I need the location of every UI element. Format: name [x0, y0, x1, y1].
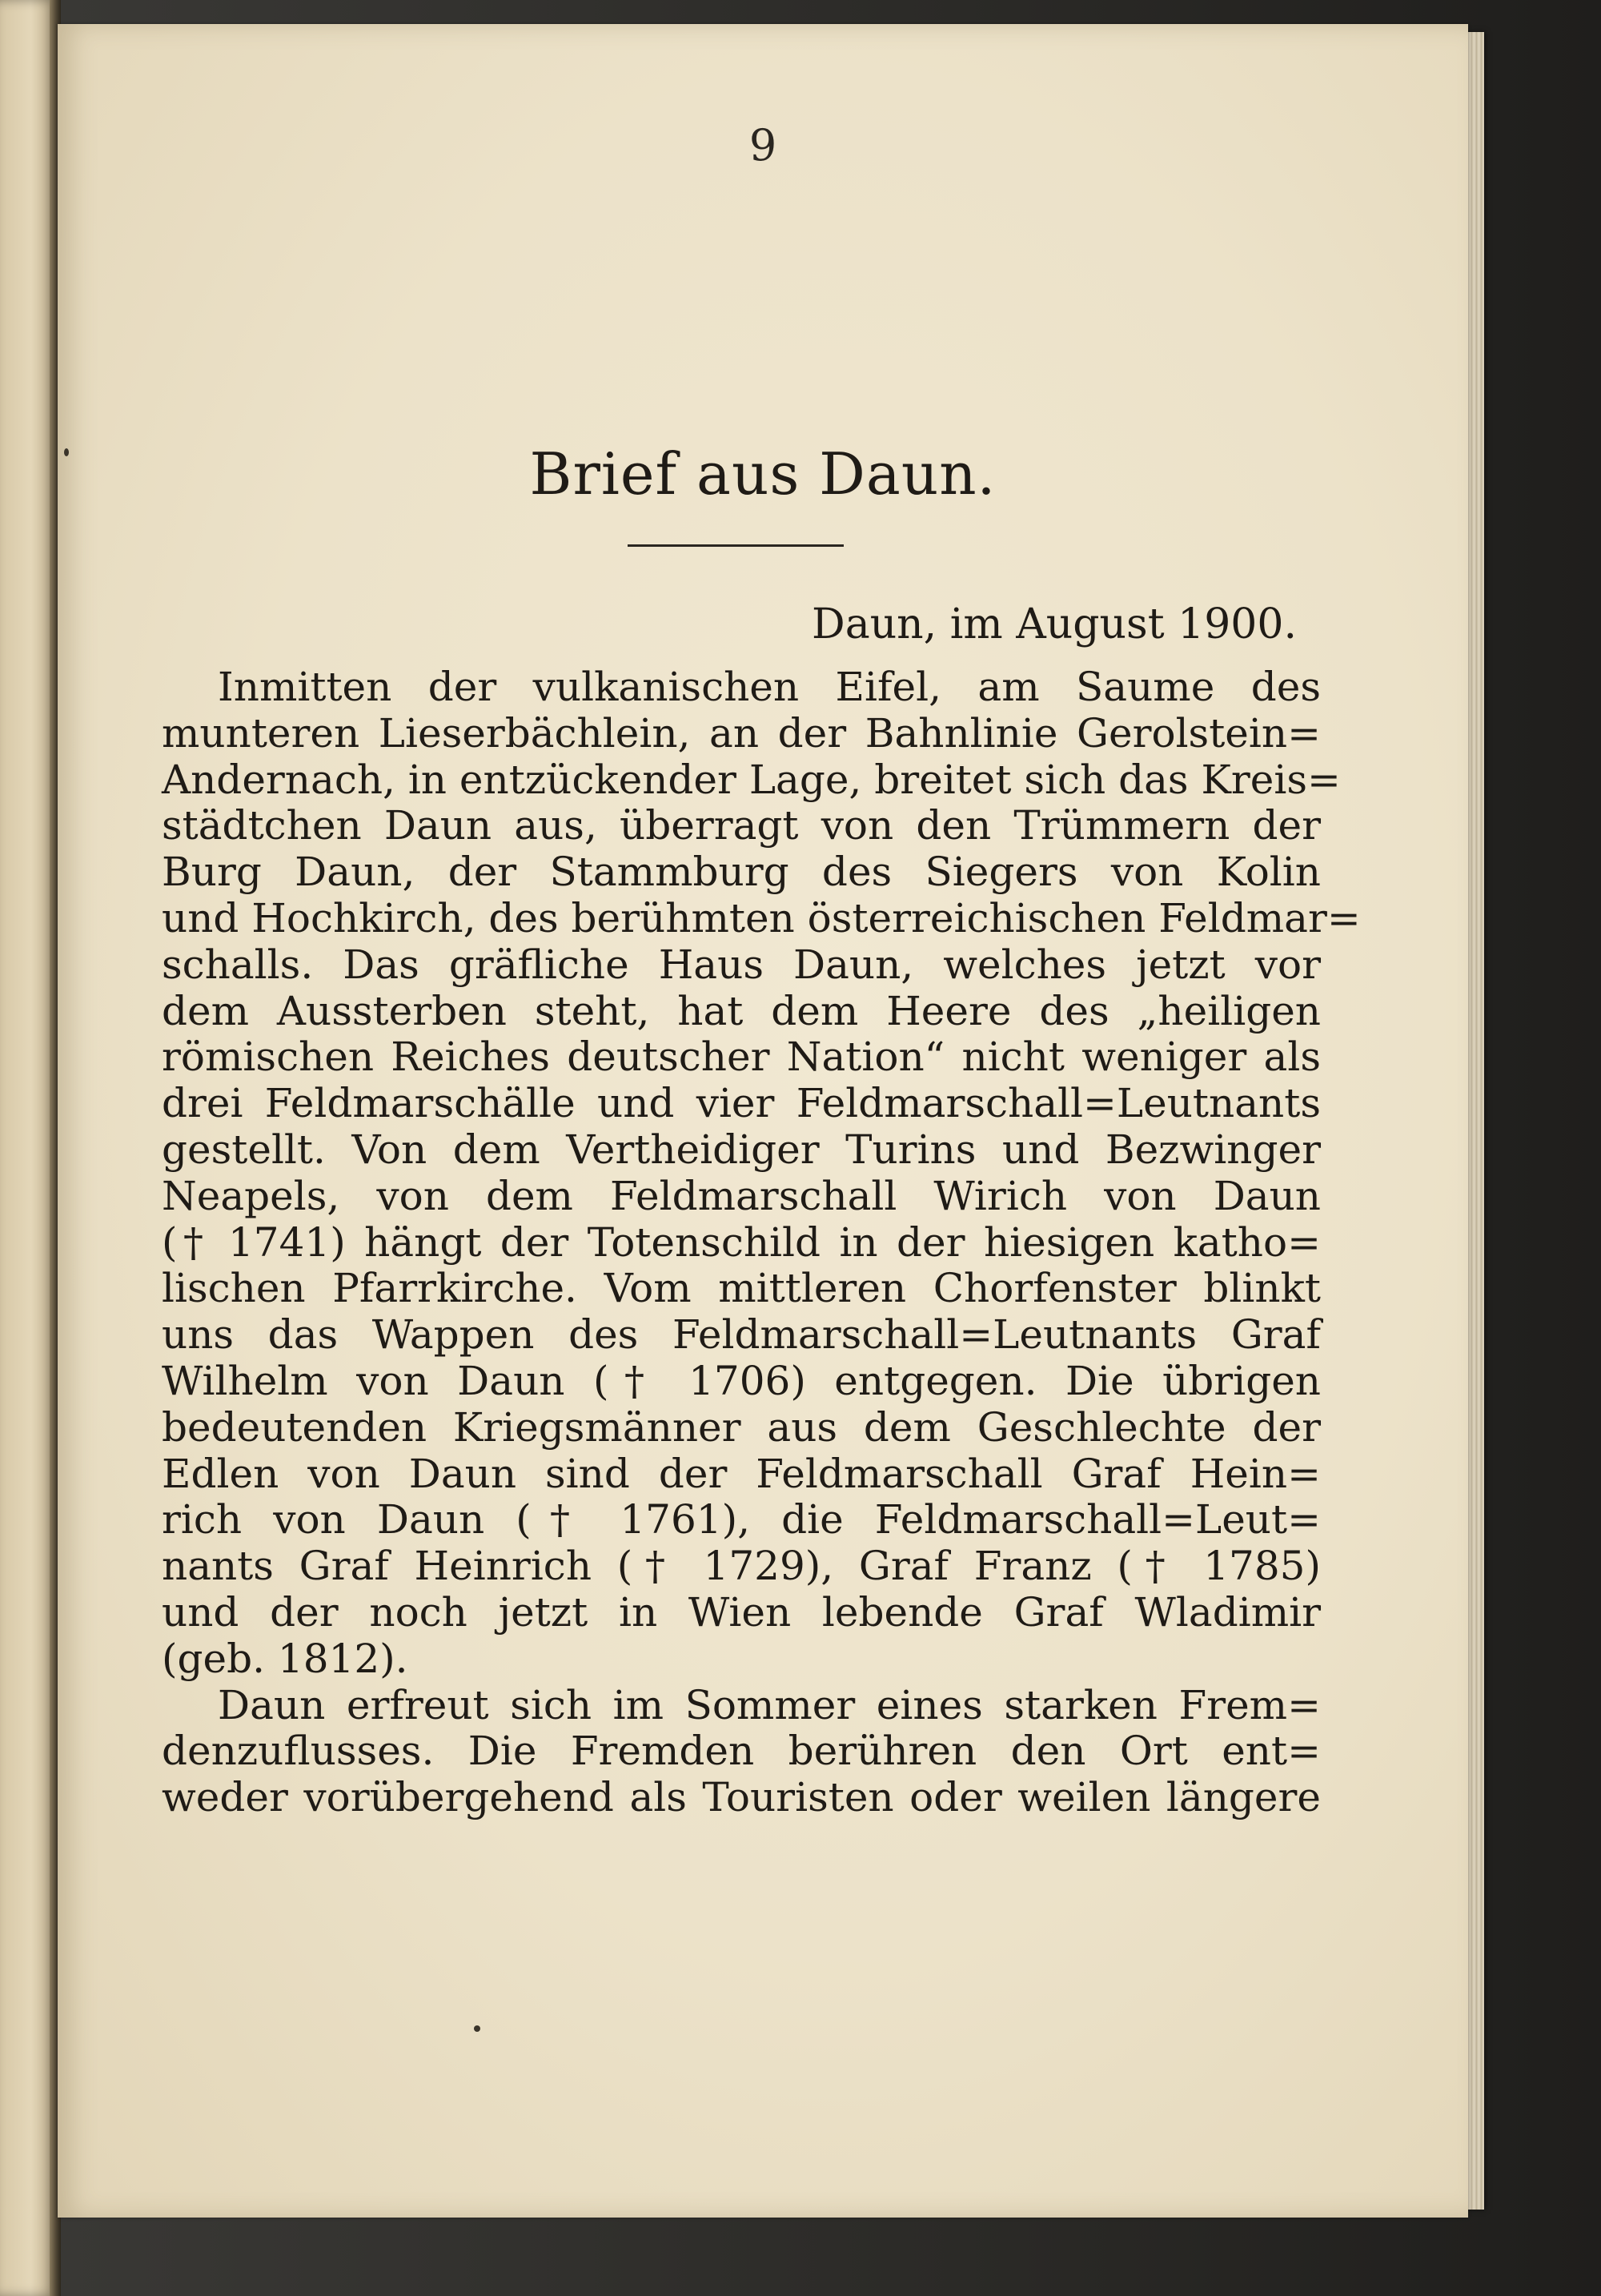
paper-speck	[64, 448, 69, 456]
text-line: und Hochkirch, des berühmten österreichischen Feldmar=	[162, 894, 1361, 941]
text-line: dem Aussterben steht, hat dem Heere des „heiligen	[162, 987, 1321, 1034]
paper-speck	[474, 2025, 480, 2032]
text-line: Edlen von Daun sind der Feldmarschall Graf Hein=	[162, 1450, 1321, 1497]
text-line: und der noch jetzt in Wien lebende Graf Wladimir	[162, 1588, 1321, 1636]
text-line: († 1741) hängt der Totenschild in der hiesigen katho=	[162, 1218, 1321, 1266]
text-line: Wilhelm von Daun († 1706) entgegen. Die übrigen	[162, 1357, 1321, 1404]
text-line: Burg Daun, der Stammburg des Siegers von Kolin	[162, 849, 1321, 896]
body-text	[162, 664, 1361, 1821]
text-line: bedeutenden Kriegsmänner aus dem Geschlechte der	[162, 1403, 1321, 1451]
chapter-title: Brief aus Daun.	[529, 440, 997, 508]
text-line: lischen Pfarrkirche. Vom mittleren Chorfenster blinkt	[162, 1265, 1321, 1312]
text-line: römischen Reiches deutscher Nation“ nicht weniger als	[162, 1034, 1321, 1081]
page-number: 9	[748, 120, 777, 171]
text-line: Inmitten der vulkanischen Eifel, am Saume des	[218, 664, 1321, 710]
text-line: drei Feldmarschälle und vier Feldmarschall=Leutnants	[162, 1080, 1321, 1127]
text-line: munteren Lieserbächlein, an der Bahnlinie Gerolstein=	[162, 709, 1321, 757]
text-line: denzuflusses. Die Fremden berühren den Ort ent=	[162, 1728, 1321, 1775]
dateline: Daun, im August 1900.	[812, 600, 1297, 648]
text-line: (geb. 1812).	[162, 1635, 408, 1682]
text-line: weder vorübergehend als Touristen oder weilen längere	[162, 1774, 1321, 1821]
book-page	[58, 24, 1468, 2218]
text-line: gestellt. Von dem Vertheidiger Turins und Bezwinger	[162, 1126, 1321, 1173]
text-line: Daun erfreut sich im Sommer eines starken Frem=	[218, 1681, 1321, 1728]
title-underline	[628, 544, 844, 547]
text-line: nants Graf Heinrich († 1729), Graf Franz († 1785)	[162, 1543, 1321, 1590]
text-line: städtchen Daun aus, überragt von den Trümmern der	[162, 802, 1321, 849]
text-line: rich von Daun († 1761), die Feldmarschall=Leut=	[162, 1496, 1321, 1543]
text-line: Neapels, von dem Feldmarschall Wirich von Daun	[162, 1172, 1321, 1219]
text-line: Andernach, in entzückender Lage, breitet sich das Kreis=	[162, 756, 1341, 803]
text-line: uns das Wappen des Feldmarschall=Leutnants Graf	[162, 1311, 1321, 1359]
text-line: schalls. Das gräfliche Haus Daun, welches jetzt vor	[162, 941, 1321, 988]
facing-page-edge	[0, 0, 56, 2296]
